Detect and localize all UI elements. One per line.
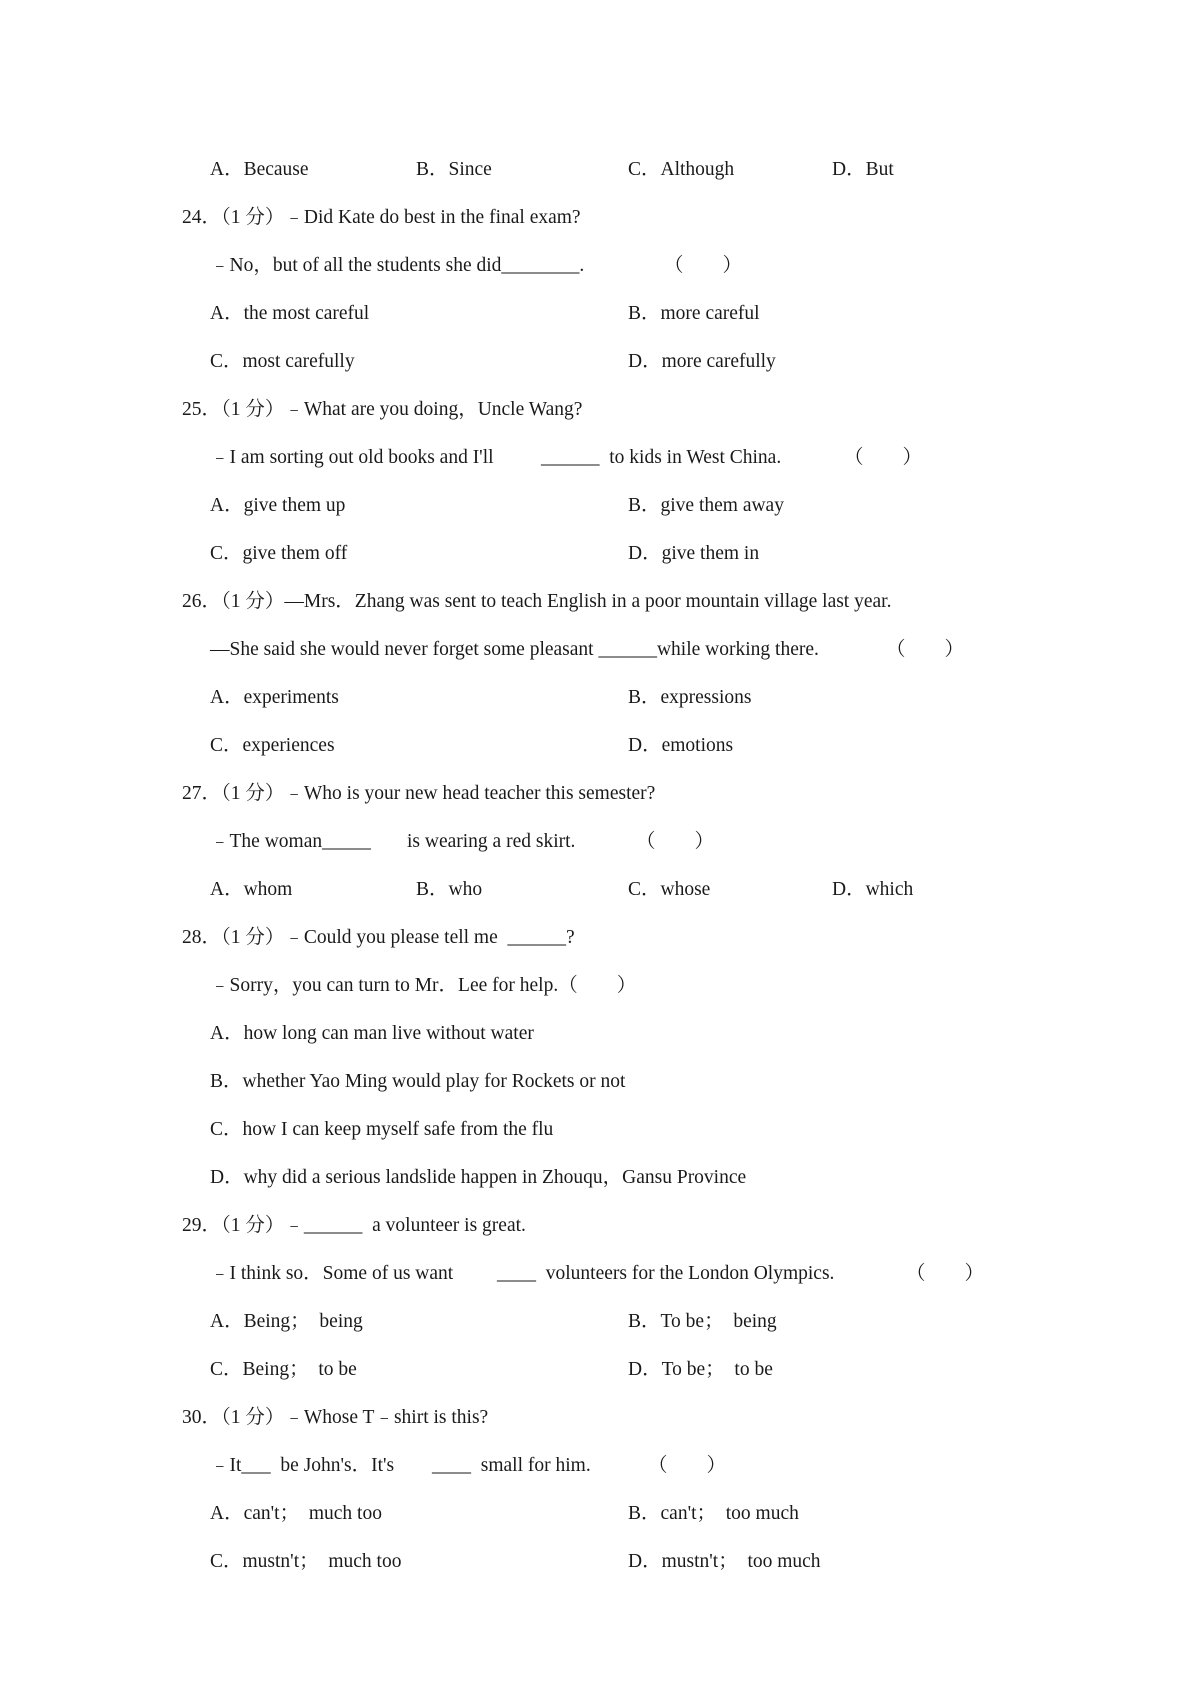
q24-option-d: D．more carefully	[628, 351, 776, 372]
q30-stem: 30．（1 分）﹣Whose T﹣shirt is this?	[182, 1407, 489, 1428]
q30-option-d: D．mustn't； too much	[628, 1551, 821, 1572]
q26-option-a: A．experiments	[210, 687, 339, 708]
q28-stem: 28．（1 分）﹣Could you please tell me ______?	[182, 927, 575, 948]
q25-option-a: A．give them up	[210, 495, 346, 516]
q29-option-a: A．Being； being	[210, 1311, 363, 1332]
q23-option-b: B．Since	[416, 159, 492, 180]
q29-option-b: B．To be； being	[628, 1311, 777, 1332]
q27-option-a: A．whom	[210, 879, 293, 900]
q28-option-b: B．whether Yao Ming would play for Rockets or not	[210, 1071, 626, 1092]
q30-response-start: ﹣It___ be John's．It's	[210, 1455, 395, 1476]
q26-answer-paren: （ ）	[886, 639, 965, 660]
q26-option-c: C．experiences	[210, 735, 335, 756]
q28-response: ﹣Sorry，you can turn to Mr．Lee for help.（ ）	[210, 975, 637, 996]
q28-option-c: C．how I can keep myself safe from the flu	[210, 1119, 554, 1140]
q30-answer-paren: （ ）	[648, 1455, 727, 1476]
q26-stem: 26．（1 分）—Mrs．Zhang was sent to teach English in a poor mountain village last year.	[182, 591, 892, 612]
q24-stem: 24．（1 分）﹣Did Kate do best in the final exam?	[182, 207, 581, 228]
q26-response: —She said she would never forget some pleasant ______while working there.	[210, 639, 819, 660]
q29-option-d: D．To be； to be	[628, 1359, 773, 1380]
q30-option-c: C．mustn't； much too	[210, 1551, 402, 1572]
q27-stem: 27．（1 分）﹣Who is your new head teacher this semester?	[182, 783, 656, 804]
q27-option-c: C．whose	[628, 879, 711, 900]
q27-response-end: is wearing a red skirt.	[407, 831, 576, 852]
q30-option-a: A．can't； much too	[210, 1503, 382, 1524]
q26-option-b: B．expressions	[628, 687, 752, 708]
q25-stem: 25．（1 分）﹣What are you doing，Uncle Wang?	[182, 399, 583, 420]
q29-answer-paren: （ ）	[906, 1263, 985, 1284]
q25-response-end: ______ to kids in West China.	[541, 447, 782, 468]
q24-response: ﹣No，but of all the students she did________.	[210, 255, 585, 276]
q30-response-end: ____ small for him.	[432, 1455, 591, 1476]
q29-option-c: C．Being； to be	[210, 1359, 357, 1380]
q23-option-d: D．But	[832, 159, 894, 180]
q27-answer-paren: （ ）	[636, 831, 715, 852]
q24-answer-paren: （ ）	[664, 255, 743, 276]
q24-option-b: B．more careful	[628, 303, 760, 324]
q27-option-b: B．who	[416, 879, 483, 900]
q23-option-a: A．Because	[210, 159, 309, 180]
q29-response-end: ____ volunteers for the London Olympics.	[497, 1263, 835, 1284]
q30-option-b: B．can't； too much	[628, 1503, 799, 1524]
q25-response-start: ﹣I am sorting out old books and I'll	[210, 447, 494, 468]
q23-option-c: C．Although	[628, 159, 735, 180]
q25-option-b: B．give them away	[628, 495, 784, 516]
q24-option-a: A．the most careful	[210, 303, 370, 324]
q25-option-c: C．give them off	[210, 543, 348, 564]
q28-option-d: D．why did a serious landslide happen in Zhouqu，Gansu Province	[210, 1167, 747, 1188]
q25-option-d: D．give them in	[628, 543, 760, 564]
q27-response-start: ﹣The woman_____	[210, 831, 371, 852]
q25-answer-paren: （ ）	[844, 447, 923, 468]
q29-response-start: ﹣I think so．Some of us want	[210, 1263, 454, 1284]
q26-option-d: D．emotions	[628, 735, 734, 756]
q29-stem: 29．（1 分）﹣______ a volunteer is great.	[182, 1215, 526, 1236]
q27-option-d: D．which	[832, 879, 914, 900]
q24-option-c: C．most carefully	[210, 351, 355, 372]
q28-option-a: A．how long can man live without water	[210, 1023, 534, 1044]
